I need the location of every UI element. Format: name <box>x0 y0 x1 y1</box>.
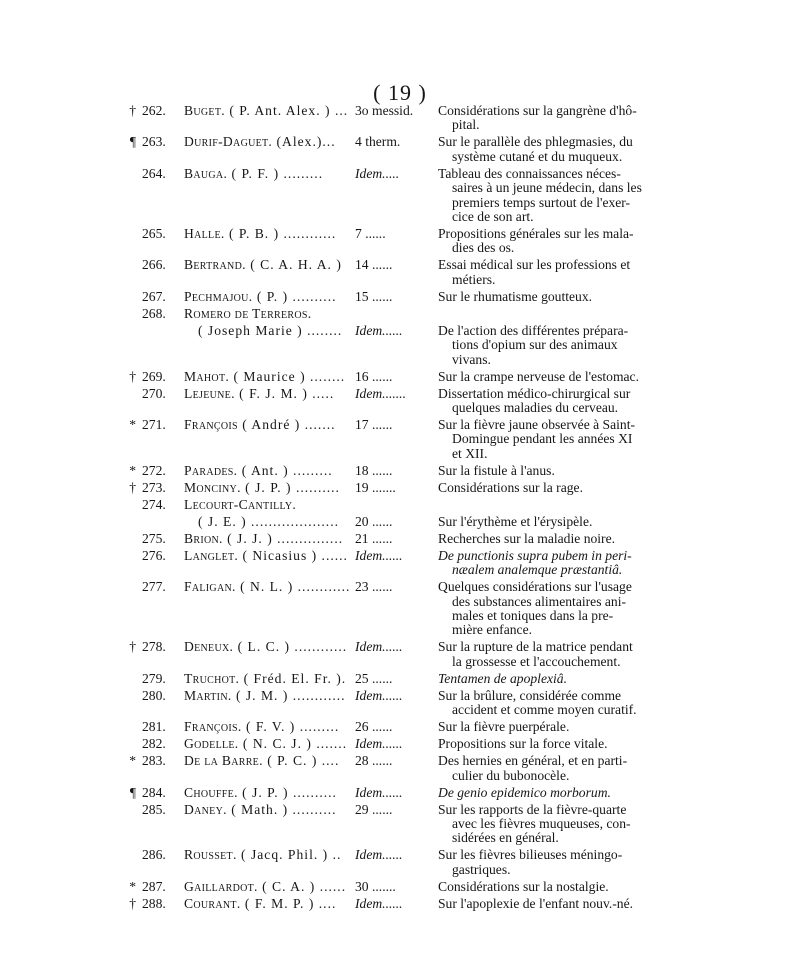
thesis-title-line: Domingue pendant les années XI <box>452 432 633 447</box>
defense-date: Idem...... <box>355 737 403 752</box>
defense-date: Idem...... <box>355 785 403 800</box>
thesis-title-line: Sur le parallèle des phlegmasies, du <box>438 135 633 150</box>
author-name: De la Barre. ( P. C. ) .... <box>184 754 340 769</box>
author-name: Faligan. ( N. L. ) ............ <box>184 580 351 595</box>
author-name: Lecourt-Cantilly. <box>184 497 297 512</box>
defense-date: 18 ...... <box>355 463 393 478</box>
author-name: Buget. ( P. Ant. Alex. ) ... <box>184 104 349 118</box>
thesis-title-line: Propositions générales sur les mala- <box>438 227 634 241</box>
thesis-title <box>438 418 666 461</box>
author-name: ( J. E. ) .................... <box>198 514 340 529</box>
thesis-title-line: Sur l'érythème et l'érysipèle. <box>438 514 593 529</box>
thesis-title <box>438 786 666 800</box>
entry-number: 277. <box>142 579 166 595</box>
entry-number: 280. <box>142 687 166 703</box>
thesis-title-line: cice de son art. <box>452 209 534 224</box>
thesis-title <box>438 167 666 225</box>
entry-mark: ¶ <box>129 134 136 150</box>
thesis-title <box>438 580 666 638</box>
thesis-title-line: næalem analemque præstantiâ. <box>452 563 623 578</box>
thesis-title-line: Sur la rupture de la matrice pendant <box>438 640 633 655</box>
thesis-title <box>438 754 666 783</box>
page-number: ( 19 ) <box>373 80 427 105</box>
entry-number: 271. <box>142 417 166 432</box>
thesis-title-line: mière enfance. <box>452 623 532 638</box>
entry-number: 275. <box>142 530 166 546</box>
author-name: Daney. ( Math. ) .......... <box>184 802 337 817</box>
thesis-title-line: Sur la fièvre puerpérale. <box>438 720 570 735</box>
entry-mark: † <box>129 479 136 495</box>
author-name: Halle. ( P. B. ) ............ <box>184 227 337 241</box>
entry-number: 283. <box>142 753 166 769</box>
thesis-title <box>438 689 666 718</box>
thesis-title-line: males et toniques dans la pre- <box>452 608 614 623</box>
author-name: Rousset. ( Jacq. Phil. ) .. <box>184 848 342 863</box>
defense-date: 20 ...... <box>355 514 393 529</box>
entry-number: 269. <box>142 368 166 384</box>
thesis-title-line: Sur la brûlure, considérée comme <box>438 688 622 703</box>
author-name: Bauga. ( P. F. ) ......... <box>184 166 324 181</box>
thesis-title-line: culier du bubonocèle. <box>452 768 570 783</box>
thesis-title-line: Propositions sur la force vitale. <box>438 737 608 752</box>
defense-date: 17 ...... <box>355 418 393 432</box>
author-name: Martin. ( J. M. ) ............ <box>184 688 346 703</box>
defense-date: 3o messid. <box>355 104 414 118</box>
thesis-title <box>438 227 666 256</box>
thesis-title <box>438 481 666 495</box>
thesis-title-line: système cutané et du muqueux. <box>452 149 623 164</box>
defense-date: Idem....... <box>355 386 406 401</box>
author-name: Godelle. ( N. C. J. ) ....... <box>184 737 348 752</box>
author-name: Gaillardot. ( C. A. ) ...... <box>184 879 347 894</box>
author-name: Brion. ( J. J. ) ............... <box>184 531 344 546</box>
defense-date: 7 ...... <box>355 227 386 241</box>
defense-date: 21 ...... <box>355 531 393 546</box>
entry-number: 284. <box>142 784 166 800</box>
thesis-title-line: Sur l'apoplexie de l'enfant nouv.-né. <box>438 896 634 911</box>
thesis-title <box>438 720 666 734</box>
entry-number: 265. <box>142 226 166 241</box>
defense-date: 28 ...... <box>355 754 393 769</box>
defense-date: 30 ....... <box>355 879 396 894</box>
thesis-title <box>438 737 666 751</box>
thesis-title <box>438 515 666 529</box>
entry-number: 288. <box>142 895 166 911</box>
thesis-title <box>438 549 666 578</box>
defense-date: 16 ...... <box>355 369 393 384</box>
thesis-title-line: De genio epidemico morborum. <box>438 785 611 800</box>
defense-date: 26 ...... <box>355 720 393 735</box>
thesis-title-line: quelques maladies du cerveau. <box>452 400 619 415</box>
entry-number: 270. <box>142 385 166 401</box>
defense-date: 25 ...... <box>355 671 393 686</box>
entry-number: 263. <box>142 134 166 150</box>
thesis-title <box>438 803 666 846</box>
thesis-title-line: Sur la fièvre jaune observée à Saint- <box>438 418 636 432</box>
thesis-title <box>438 672 666 686</box>
defense-date: 23 ...... <box>355 580 393 595</box>
author-name: Pechmajou. ( P. ) .......... <box>184 289 337 304</box>
entry-number: 272. <box>142 462 166 478</box>
entry-number: 264. <box>142 165 166 181</box>
entry-number: 267. <box>142 288 166 304</box>
entry-number: 278. <box>142 639 166 655</box>
entry-mark: * <box>129 462 136 478</box>
entry-number: 266. <box>142 257 166 273</box>
thesis-title-line: vivans. <box>452 352 491 367</box>
thesis-title-line: des substances alimentaires ani- <box>452 594 627 609</box>
thesis-title-line: Tentamen de apoplexiâ. <box>438 671 567 686</box>
defense-date: Idem...... <box>355 688 403 703</box>
defense-date: Idem...... <box>355 640 403 655</box>
author-name: Monciny. ( J. P. ) .......... <box>184 480 340 495</box>
thesis-title-line: Des hernies en général, et en parti- <box>438 754 628 769</box>
thesis-title <box>438 370 666 384</box>
defense-date: 19 ....... <box>355 480 396 495</box>
thesis-title-line: métiers. <box>452 272 496 287</box>
thesis-title-line <box>438 498 666 512</box>
defense-date: Idem...... <box>355 848 403 863</box>
entry-number: 273. <box>142 479 166 495</box>
thesis-title <box>438 498 666 512</box>
entry-mark: † <box>129 895 136 911</box>
entry-mark: † <box>129 103 136 118</box>
thesis-title-line: Quelques considérations sur l'usage <box>438 580 632 595</box>
thesis-title-line: la grossesse et l'accouchement. <box>452 654 621 669</box>
defense-date: 15 ...... <box>355 289 393 304</box>
thesis-title-line: Essai médical sur les professions et <box>438 258 631 273</box>
thesis-title-line: tions d'opium sur des animaux <box>452 338 618 353</box>
thesis-title <box>438 104 666 133</box>
author-name: Lejeune. ( F. J. M. ) ..... <box>184 386 335 401</box>
thesis-title <box>438 135 666 164</box>
thesis-title-line: Sur la crampe nerveuse de l'estomac. <box>438 369 639 384</box>
thesis-title-line: saires à un jeune médecin, dans les <box>452 181 642 196</box>
thesis-title-line <box>438 307 666 321</box>
defense-date: Idem...... <box>355 323 403 338</box>
thesis-title-line: Sur le rhumatisme goutteux. <box>438 289 593 304</box>
thesis-title-line: Sur les rapports de la fièvre-quarte <box>438 802 627 817</box>
thesis-title-line: premiers temps surtout de l'exer- <box>452 195 631 210</box>
thesis-title-line: dies des os. <box>452 241 515 256</box>
defense-date: 29 ...... <box>355 802 393 817</box>
thesis-title-line: Tableau des connaissances néces- <box>438 166 621 181</box>
thesis-title-line: Sur les fièvres bilieuses méningo- <box>438 848 623 863</box>
author-name: Truchot. ( Fréd. El. Fr. ). <box>184 671 347 686</box>
author-name: Bertrand. ( C. A. H. A. ) <box>184 258 342 273</box>
entry-number: 268. <box>142 305 166 321</box>
author-name: Durif-Daguet. (Alex.)... <box>184 135 336 150</box>
author-name: François ( André ) ....... <box>184 418 336 432</box>
entry-number: 282. <box>142 736 166 752</box>
thesis-title <box>438 848 666 877</box>
author-name: Deneux. ( L. C. ) ............ <box>184 640 348 655</box>
entry-number: 287. <box>142 878 166 894</box>
thesis-title-line: pital. <box>452 118 480 133</box>
defense-date: 4 therm. <box>355 135 401 150</box>
entry-mark: † <box>129 368 136 384</box>
thesis-title-line: gastriques. <box>452 862 511 877</box>
author-name: Chouffe. ( J. P. ) .......... <box>184 785 337 800</box>
entry-mark: ¶ <box>129 784 136 800</box>
entry-number: 279. <box>142 670 166 686</box>
thesis-title <box>438 532 666 546</box>
entry-number: 262. <box>142 103 166 118</box>
thesis-title-line: et XII. <box>452 446 488 461</box>
thesis-title-line: De l'action des différentes prépara- <box>438 323 629 338</box>
thesis-title-line: sidérées en général. <box>452 831 559 846</box>
thesis-title-line: Dissertation médico-chirurgical sur <box>438 386 631 401</box>
thesis-title-line: Considérations sur la rage. <box>438 480 583 495</box>
defense-date: 14 ...... <box>355 258 393 273</box>
thesis-title <box>438 880 666 894</box>
author-name: Romero de Terreros. <box>184 306 312 321</box>
thesis-title-line: De punctionis supra pubem in peri- <box>438 548 632 563</box>
author-name: Courant. ( F. M. P. ) .... <box>184 896 337 911</box>
entry-number: 281. <box>142 719 166 735</box>
thesis-title-line: avec les fièvres muqueuses, con- <box>452 816 631 831</box>
author-name: Mahot. ( Maurice ) ........ <box>184 369 346 384</box>
thesis-title <box>438 897 666 911</box>
entry-number: 274. <box>142 496 166 512</box>
entry-number: 286. <box>142 847 166 863</box>
thesis-title <box>438 387 666 416</box>
entry-mark: * <box>129 753 136 769</box>
thesis-title-line: Considérations sur la gangrène d'hô- <box>438 104 637 118</box>
defense-date: Idem..... <box>355 166 400 181</box>
thesis-title-line: Sur la fistule à l'anus. <box>438 463 555 478</box>
thesis-title <box>438 307 666 321</box>
thesis-title-line: Recherches sur la maladie noire. <box>438 531 616 546</box>
entry-number: 276. <box>142 547 166 563</box>
thesis-title <box>438 640 666 669</box>
entry-mark: * <box>129 417 136 432</box>
entry-mark: * <box>129 878 136 894</box>
author-name: François. ( F. V. ) ......... <box>184 720 340 735</box>
thesis-title-line: accident et comme moyen curatif. <box>452 703 637 718</box>
defense-date: Idem...... <box>355 548 403 563</box>
author-name: ( Joseph Marie ) ........ <box>198 323 343 338</box>
thesis-title <box>438 464 666 478</box>
author-name: Langlet. ( Nicasius ) ...... <box>184 548 348 563</box>
entry-mark: † <box>129 639 136 655</box>
author-name: Parades. ( Ant. ) ......... <box>184 463 333 478</box>
thesis-title-line: Considérations sur la nostalgie. <box>438 879 609 894</box>
defense-date: Idem...... <box>355 896 403 911</box>
thesis-title <box>438 324 666 367</box>
thesis-title <box>438 258 666 287</box>
entry-number: 285. <box>142 801 166 817</box>
thesis-title <box>438 290 666 304</box>
